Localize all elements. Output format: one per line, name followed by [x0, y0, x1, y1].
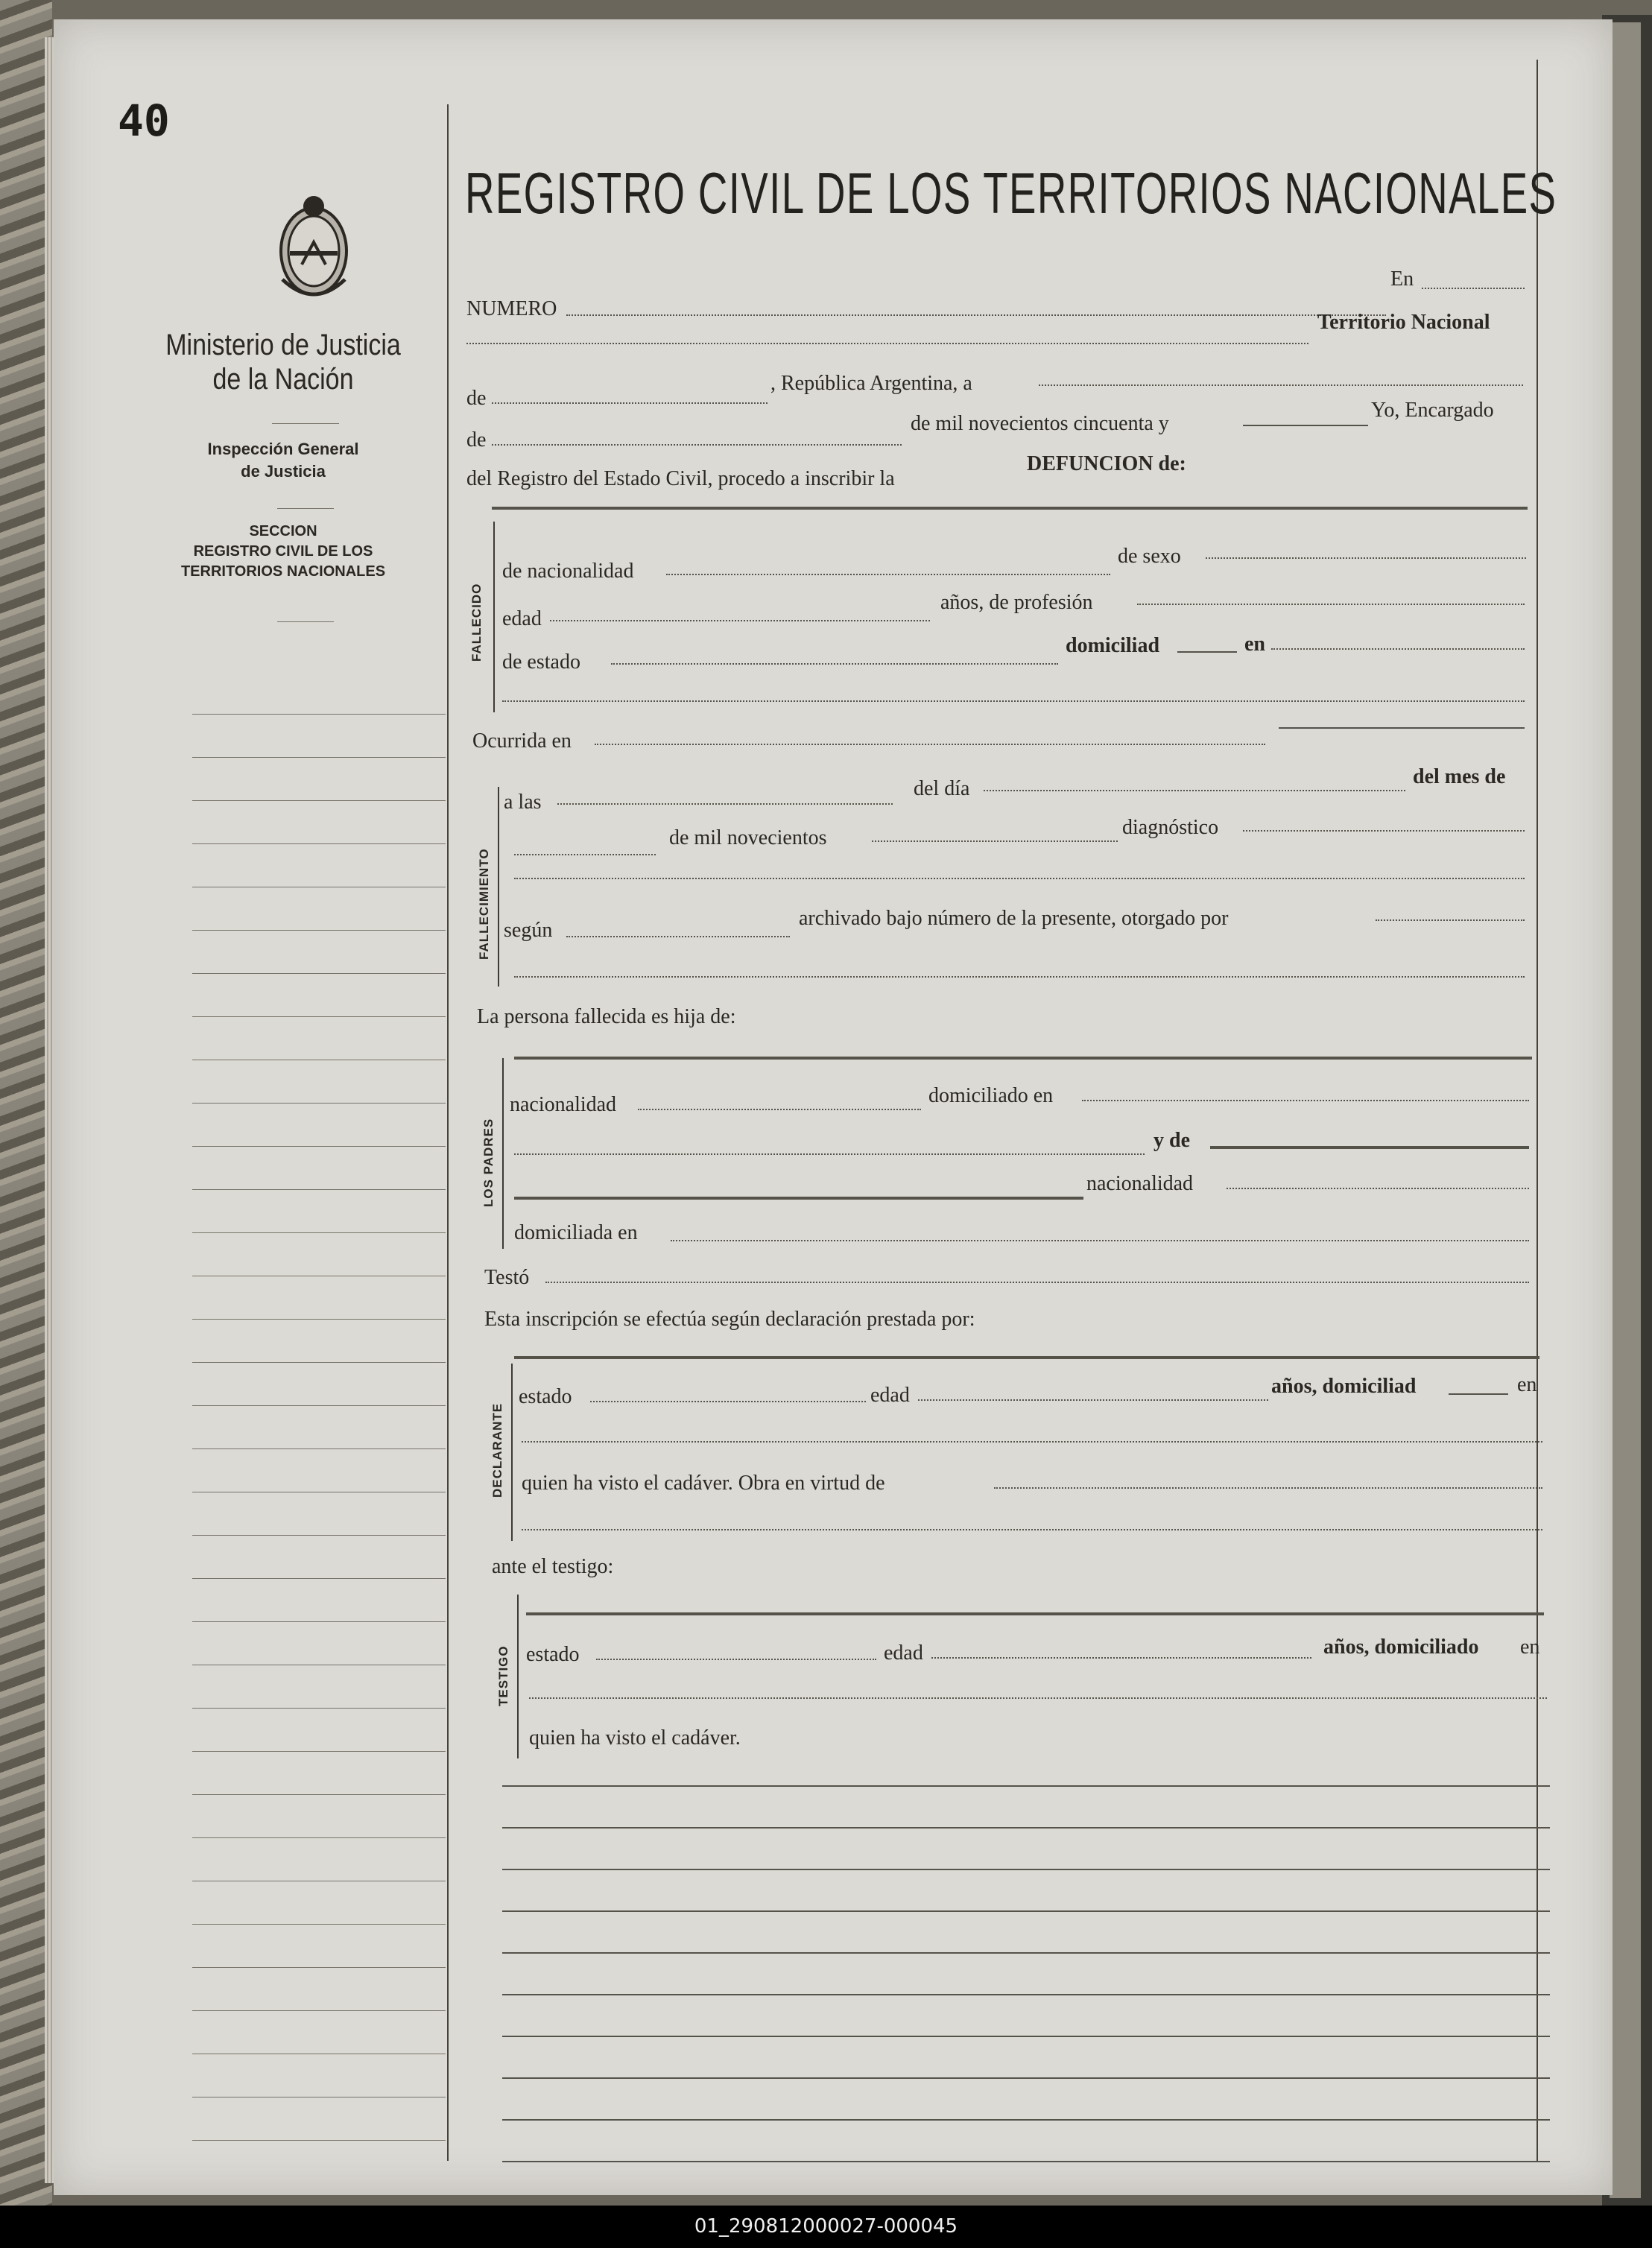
label-domiciliada-en: domiciliada en — [514, 1221, 638, 1244]
blank-nacionalidad-madre — [1227, 1188, 1529, 1189]
margin-rule-line — [192, 1794, 446, 1795]
margin-rule-line — [192, 2010, 446, 2011]
blank-ocurrida-2 — [1279, 727, 1525, 729]
label-nacionalidad: de nacionalidad — [502, 560, 634, 583]
label-territorio: Territorio Nacional — [1317, 311, 1490, 334]
blank-en — [1422, 288, 1525, 289]
side-label-padres: LOS PADRES — [481, 1118, 496, 1207]
blank-mes — [514, 854, 656, 855]
blank-nacionalidad-padre — [638, 1109, 921, 1110]
blank-estado — [611, 663, 1058, 665]
declarante-name-line — [514, 1356, 1539, 1359]
blank-profesion — [1137, 604, 1525, 605]
label-diagnostico: diagnóstico — [1122, 816, 1219, 839]
blank-a-las — [557, 803, 893, 805]
label-edad-testigo: edad — [884, 1641, 923, 1665]
right-border — [1537, 60, 1538, 2161]
label-segun: según — [504, 919, 553, 942]
blank-nacionalidad — [666, 574, 1110, 575]
body-rule-line — [502, 2077, 1550, 2079]
column-separator — [447, 104, 449, 2161]
body-rule-line — [502, 1952, 1550, 1954]
label-yo-encargado: Yo, Encargado — [1371, 399, 1494, 422]
blank-estado-testigo — [596, 1659, 876, 1660]
label-numero: NUMERO — [466, 297, 557, 320]
side-label-fallecimiento: FALLECIMIENTO — [477, 848, 491, 960]
blank-year — [1243, 425, 1368, 426]
label-edad-declarante: edad — [870, 1384, 910, 1407]
label-domiciliado-en: domiciliado en — [928, 1084, 1054, 1107]
margin-rule-line — [192, 800, 446, 801]
madre-name-line-2 — [514, 1197, 1083, 1200]
label-nacionalidad-padre: nacionalidad — [510, 1093, 617, 1116]
margin-rule-line — [192, 1578, 446, 1579]
label-mil-novecientos: de mil novecientos — [669, 826, 827, 849]
section-name — [127, 522, 440, 582]
margin-rule-line — [192, 1708, 446, 1709]
margin-rule-line — [192, 714, 446, 715]
label-de-estado: de estado — [502, 650, 580, 674]
blank-estado-declarante — [590, 1401, 866, 1402]
body-rule-line — [502, 1910, 1550, 1912]
ministry-line-2: de la Nación — [212, 363, 354, 396]
inspection-line-1: Inspección General — [207, 440, 359, 458]
margin-rule-line — [192, 2140, 446, 2141]
section-label: SECCION — [249, 523, 317, 539]
image-id-bar — [0, 2206, 1652, 2248]
section-line-1: REGISTRO CIVIL DE LOS — [193, 543, 373, 560]
blank-de-2 — [492, 444, 902, 446]
fallecido-bracket — [493, 522, 495, 712]
label-hija-de: La persona fallecida es hija de: — [477, 1005, 736, 1028]
blank-testigo-extra — [529, 1697, 1547, 1699]
body-rule-line — [502, 1869, 1550, 1870]
side-label-declarante: DECLARANTE — [490, 1402, 504, 1498]
page-title: REGISTRO CIVIL DE LOS TERRITORIOS NACIONALES — [465, 160, 1557, 226]
body-rule-line — [502, 2119, 1550, 2121]
label-declaracion: Esta inscripción se efectúa según declaración prestada por: — [484, 1308, 975, 1331]
blank-segun — [566, 936, 790, 937]
label-en-testigo: en — [1520, 1636, 1540, 1659]
blank-otorgado-2 — [514, 976, 1525, 978]
label-estado-testigo: estado — [526, 1643, 580, 1666]
blank-padre-extra — [514, 1153, 1145, 1155]
label-nacionalidad-madre: nacionalidad — [1086, 1172, 1194, 1195]
blank-obra-2 — [522, 1529, 1542, 1530]
padres-bracket — [502, 1058, 504, 1249]
label-del-mes-de: del mes de — [1413, 765, 1506, 788]
label-archivado: archivado bajo número de la presente, otorgado por — [799, 907, 1229, 930]
label-defuncion: DEFUNCION de: — [1027, 452, 1186, 475]
margin-rule-line — [192, 1405, 446, 1406]
margin-rule-line — [192, 1924, 446, 1925]
body-rule-line — [502, 2036, 1550, 2037]
divider — [272, 423, 339, 424]
blank-numero — [566, 314, 1386, 316]
label-mil-cincuenta: de mil novecientos cincuenta y — [911, 412, 1169, 435]
section-line-2: TERRITORIOS NACIONALES — [180, 563, 386, 580]
fallecido-name-line — [492, 507, 1528, 510]
label-ocurrida-en: Ocurrida en — [472, 729, 572, 753]
margin-rule-line — [192, 1232, 446, 1233]
label-a-las: a las — [504, 791, 542, 814]
label-de-2: de — [466, 428, 487, 452]
body-rule-line — [502, 1785, 1550, 1787]
blank-domiciliad-declarante — [1449, 1393, 1508, 1395]
blank-en-1 — [1271, 648, 1525, 650]
blank-fallecido-extra — [502, 700, 1525, 702]
blank-edad-declarante — [918, 1399, 1268, 1401]
margin-rule-line — [192, 1448, 446, 1449]
margin-rule-line — [192, 1319, 446, 1320]
body-rule-line — [502, 1827, 1550, 1829]
label-en-declarante: en — [1517, 1373, 1537, 1396]
blank-edad — [550, 620, 930, 621]
side-label-fallecido: FALLECIDO — [469, 583, 484, 662]
margin-rule-line — [192, 1362, 446, 1363]
label-ante-testigo: ante el testigo: — [492, 1555, 614, 1578]
margin-rule-line — [192, 1103, 446, 1104]
label-de-1: de — [466, 387, 487, 410]
label-en: En — [1390, 267, 1414, 291]
blank-date — [1039, 384, 1523, 386]
ministry-line-1: Ministerio de Justicia — [165, 329, 401, 361]
page-number: 40 — [118, 95, 170, 146]
blank-declarante-extra — [522, 1441, 1542, 1443]
blank-domiciliado-padre — [1082, 1100, 1529, 1101]
label-sexo: de sexo — [1118, 545, 1181, 568]
blank-ano — [872, 840, 1118, 842]
margin-rule-line — [192, 1751, 446, 1752]
label-en-1: en — [1244, 633, 1265, 656]
margin-rule-line — [192, 843, 446, 844]
body-rule-line — [502, 2161, 1550, 2162]
label-registro: del Registro del Estado Civil, procedo a inscribir la — [466, 467, 895, 490]
testigo-bracket — [517, 1595, 519, 1758]
blank-sexo — [1206, 557, 1526, 559]
label-anos-domiciliad: años, domiciliad — [1271, 1375, 1417, 1398]
margin-rule-line — [192, 1535, 446, 1536]
label-testo: Testó — [484, 1266, 530, 1289]
margin-rule-line — [192, 757, 446, 758]
coat-of-arms-icon — [272, 190, 355, 305]
blank-obra — [994, 1487, 1542, 1489]
label-y-de: y de — [1153, 1129, 1190, 1152]
madre-name-line — [1210, 1146, 1529, 1149]
blank-de-1 — [492, 402, 768, 404]
label-edad: edad — [502, 607, 542, 630]
label-estado-declarante: estado — [519, 1385, 572, 1408]
label-quien-obra: quien ha visto el cadáver. Obra en virtud de — [522, 1472, 885, 1495]
body-rule-line — [502, 1994, 1550, 1995]
divider — [277, 621, 334, 622]
label-quien-testigo: quien ha visto el cadáver. — [529, 1726, 741, 1750]
label-anos-domiciliado: años, domiciliado — [1323, 1636, 1479, 1659]
blank-ocurrida — [595, 744, 1265, 745]
blank-dia — [984, 790, 1405, 791]
inspection-line-2: de Justicia — [241, 462, 326, 481]
label-domiciliad: domiciliad — [1066, 634, 1160, 657]
blank-domiciliad — [1177, 651, 1237, 653]
declarante-bracket — [511, 1364, 513, 1541]
ministry-name — [151, 328, 417, 396]
blank-diagnostico-2 — [514, 878, 1525, 879]
label-anos-profesion: años, de profesión — [940, 591, 1093, 614]
blank-otorgado — [1376, 919, 1525, 921]
padre-name-line — [514, 1057, 1532, 1060]
inspection-name — [127, 438, 440, 483]
image-id: 01_290812000027-000045 — [694, 2215, 958, 2238]
testigo-name-line — [526, 1612, 1544, 1615]
right-book-edge-inner — [1610, 22, 1641, 2198]
label-del-dia: del día — [914, 777, 970, 800]
label-republica: , República Argentina, a — [770, 372, 972, 395]
divider — [277, 508, 334, 509]
margin-rule-line — [192, 1016, 446, 1017]
margin-rule-line — [192, 973, 446, 974]
blank-domiciliada — [671, 1240, 1529, 1241]
margin-rule-line — [192, 930, 446, 931]
margin-rule-line — [192, 1189, 446, 1190]
blank-edad-testigo — [931, 1657, 1311, 1659]
side-label-testigo: TESTIGO — [496, 1645, 510, 1706]
blank-testo — [545, 1282, 1529, 1283]
blank-diagnostico — [1243, 830, 1525, 832]
margin-rule-line — [192, 1837, 446, 1838]
fallecimiento-bracket — [498, 787, 499, 987]
margin-rule-line — [192, 1621, 446, 1622]
margin-rule-line — [192, 1146, 446, 1147]
margin-rule-line — [192, 1967, 446, 1968]
blank-territorio — [466, 343, 1308, 344]
